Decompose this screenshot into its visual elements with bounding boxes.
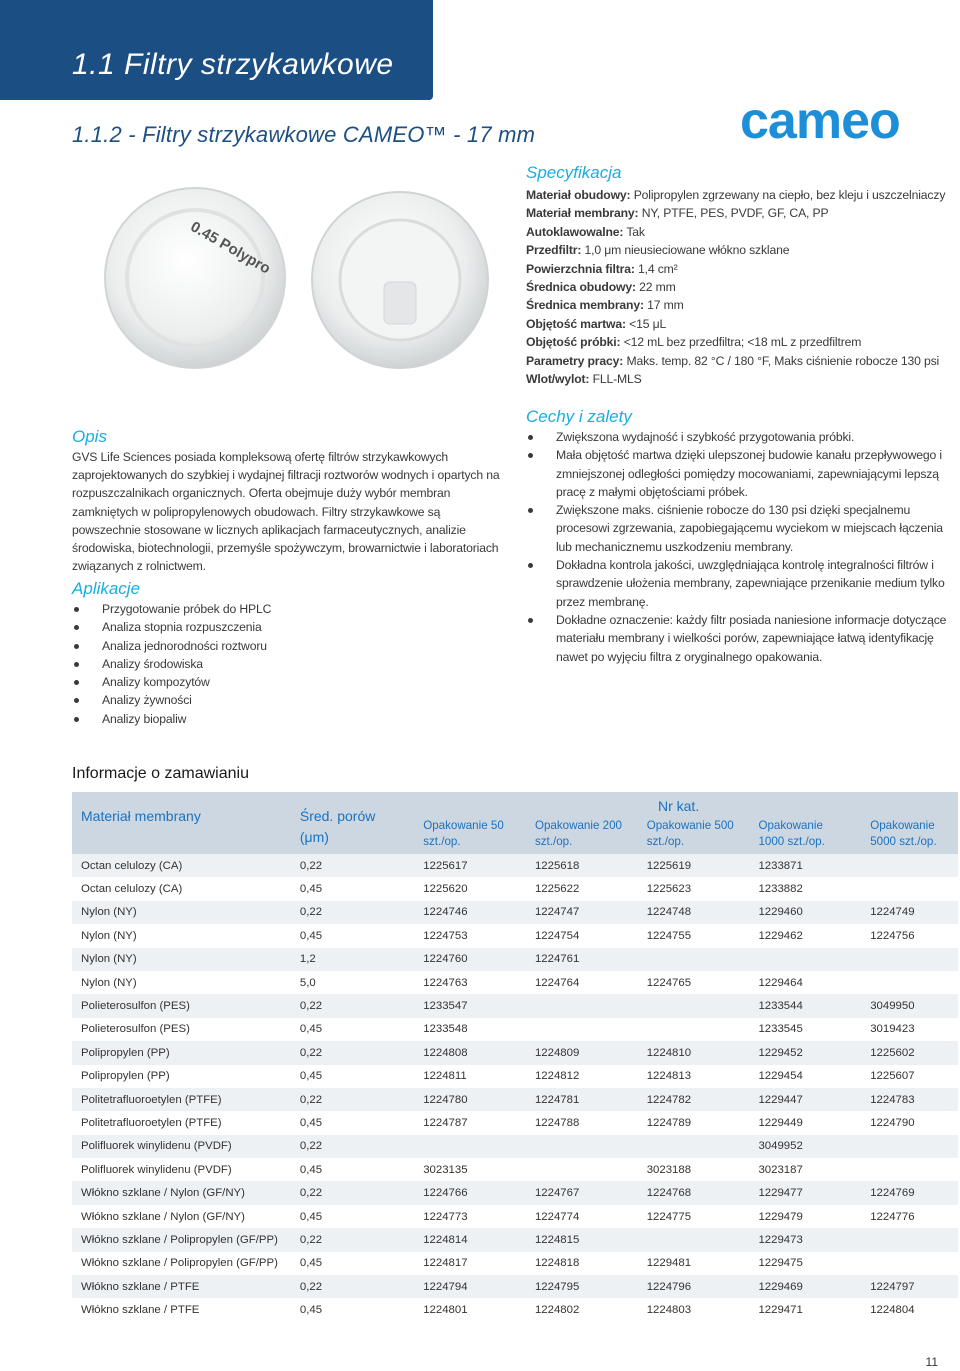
cameo-logo	[740, 98, 956, 146]
spec-label: Parametry pracy:	[526, 353, 624, 368]
table-cell	[511, 1135, 623, 1158]
table-cell	[846, 1158, 958, 1181]
pack-header: Opakowanie 5000 szt./op.	[846, 814, 958, 854]
table-cell: 1225622	[534, 883, 580, 896]
table-cell: 1233545	[758, 1023, 803, 1036]
table-cell: 0,22	[291, 1041, 399, 1064]
table-cell: 1224808	[399, 1041, 511, 1064]
table-cell: Octan celulozy (CA)	[72, 854, 291, 877]
table-cell: 3049950	[846, 994, 958, 1017]
table-cell: Włókno szklane / Polipropylen (GF/PP)	[81, 1257, 278, 1270]
spec-row	[526, 241, 946, 259]
table-cell: Polipropylen (PP)	[72, 1041, 291, 1064]
spec-row	[526, 223, 946, 241]
table-cell: 1224773	[423, 1210, 468, 1223]
table-row	[72, 948, 958, 971]
pack-header: Opakowanie 50 szt./op.	[399, 814, 511, 854]
spec-heading: Specyfikacja	[526, 163, 622, 182]
pack-header: Opakowanie 1000 szt./op.	[734, 814, 846, 854]
aplikacje-list	[72, 600, 512, 728]
table-cell: 0,22	[291, 994, 399, 1017]
table-cell	[846, 948, 958, 971]
list-item: Analizy środowiska	[72, 655, 512, 673]
filter-front-icon	[105, 188, 285, 368]
table-cell: 0,45	[299, 883, 323, 896]
table-cell: 1224797	[846, 1275, 958, 1298]
pack-header: Opakowanie 200 szt./op.	[511, 814, 623, 854]
table-row	[72, 1205, 958, 1228]
table-cell: 1224781	[511, 1088, 623, 1111]
table-cell: 1224794	[399, 1275, 511, 1298]
table-cell: 0,22	[291, 1088, 399, 1111]
table-row	[72, 1158, 958, 1181]
table-cell: 1233547	[399, 994, 511, 1017]
list-item: Przygotowanie próbek do HPLC	[72, 600, 512, 618]
table-cell: 1224766	[399, 1181, 511, 1204]
spec-label: Powierzchnia filtra:	[526, 261, 635, 276]
table-cell: 1229481	[646, 1257, 692, 1270]
list-item: Analizy biopaliw	[72, 710, 512, 728]
list-item: Dokładna kontrola jakości, uwzględniająca kontrolę integralności filtrów i sprawdzenie ułożenia membrany, zapewniające przenikanie medium tylko przez membranę.	[526, 556, 956, 611]
table-row	[72, 1111, 958, 1134]
table-cell: Nylon (NY)	[72, 948, 291, 971]
table-cell: 1224809	[511, 1041, 623, 1064]
table-cell: Polipropylen (PP)	[81, 1070, 170, 1083]
table-cell	[623, 994, 735, 1017]
table-cell	[734, 948, 846, 971]
table-cell: 1225623	[646, 883, 692, 896]
table-cell	[511, 1018, 623, 1041]
table-cell: 1225619	[623, 854, 735, 877]
table-cell: 1224801	[423, 1304, 468, 1317]
table-cell: Polifluorek winylidenu (PVDF)	[81, 1163, 232, 1176]
spec-value: Tak	[626, 224, 645, 239]
filter-label: 0.45 Polypro	[187, 218, 274, 278]
table-cell: 0,45	[299, 1116, 323, 1129]
table-cell: 1229479	[758, 1210, 803, 1223]
table-cell: 1229464	[758, 976, 803, 989]
table-cell: Nylon (NY)	[81, 976, 137, 989]
table-row	[72, 877, 958, 900]
table-cell: 1224804	[870, 1304, 915, 1317]
table-cell: Polieterosulfon (PES)	[72, 994, 291, 1017]
table-cell: Włókno szklane / PTFE	[72, 1275, 291, 1298]
aplikacje-heading: Aplikacje	[72, 579, 141, 598]
table-cell: 0,45	[299, 1023, 323, 1036]
spec-label: Średnica membrany:	[526, 298, 644, 313]
table-cell: 1224765	[646, 976, 692, 989]
spec-row	[526, 333, 946, 351]
order-table	[72, 792, 958, 1322]
table-cell: 1229462	[758, 929, 803, 942]
table-row	[72, 1018, 958, 1041]
spec-value: 1,4 cm²	[638, 261, 678, 276]
table-row	[72, 924, 958, 947]
table-cell: 0,22	[291, 1135, 399, 1158]
table-cell: 1224817	[423, 1257, 468, 1270]
table-cell: 3023187	[758, 1163, 803, 1176]
table-cell: 1224790	[870, 1116, 915, 1129]
table-cell	[846, 971, 958, 994]
table-cell: 1225602	[846, 1041, 958, 1064]
table-cell: 0,45	[299, 1210, 323, 1223]
filter-nozzle-icon	[384, 282, 416, 324]
table-cell: 1224763	[423, 976, 468, 989]
table-row	[72, 1135, 958, 1158]
table-cell: 1224796	[623, 1275, 735, 1298]
table-row	[72, 1088, 958, 1111]
table-cell: 1224780	[399, 1088, 511, 1111]
table-cell: Nylon (NY)	[72, 901, 291, 924]
table-cell	[846, 877, 958, 900]
table-cell: 1224783	[846, 1088, 958, 1111]
table-cell: 1224755	[646, 929, 692, 942]
spec-row	[526, 186, 946, 204]
table-cell: 1224775	[646, 1210, 692, 1223]
table-cell: 1225617	[399, 854, 511, 877]
spec-label: Materiał membrany:	[526, 206, 639, 221]
list-item: Zwiększona wydajność i szybkość przygotowania próbki.	[526, 428, 956, 446]
spec-row	[526, 296, 946, 314]
table-cell: Octan celulozy (CA)	[81, 883, 183, 896]
table-cell: 1229460	[734, 901, 846, 924]
table-cell: 0,22	[291, 1181, 399, 1204]
page-title: 1.1 Filtry strzykawkowe	[72, 48, 394, 81]
table-cell: 1224814	[399, 1228, 511, 1251]
table-cell	[623, 948, 735, 971]
table-row	[72, 994, 958, 1017]
table-cell: 1224761	[511, 948, 623, 971]
table-cell: 1229447	[734, 1088, 846, 1111]
table-cell	[511, 1158, 623, 1181]
table-cell: 5,0	[299, 976, 316, 989]
table-cell: 1224815	[511, 1228, 623, 1251]
spec-row	[526, 278, 946, 296]
table-cell: 1224747	[511, 901, 623, 924]
spec-value: Polipropylen zgrzewany na ciepło, bez kleju i uszczelniaczy	[633, 188, 946, 202]
table-cell: 1233871	[734, 854, 846, 877]
table-cell	[623, 1018, 735, 1041]
table-row	[72, 1065, 958, 1088]
table-cell: 3049952	[734, 1135, 846, 1158]
list-item: Zwiększone maks. ciśnienie robocze do 130 psi dzięki specjalnemu procesowi zgrzewania, zapobiegającemu wyciekom w miejscach łączenia lub mechanicznemu uszkodzeniu membrany.	[526, 501, 956, 556]
table-cell: Nylon (NY)	[81, 929, 137, 942]
spec-label: Wlot/wylot:	[526, 372, 590, 387]
table-row	[72, 1275, 958, 1298]
table-cell: 1225620	[423, 883, 468, 896]
spec-label: Materiał obudowy:	[526, 188, 631, 202]
table-cell: 1224788	[534, 1116, 580, 1129]
list-item: Analiza jednorodności roztworu	[72, 637, 512, 655]
spec-value: <15 μL	[629, 316, 667, 331]
spec-label: Średnica obudowy:	[526, 280, 636, 295]
table-cell: 0,22	[291, 1275, 399, 1298]
table-cell	[846, 854, 958, 877]
table-cell: 1224787	[423, 1116, 468, 1129]
table-cell: Włókno szklane / Nylon (GF/NY)	[72, 1181, 291, 1204]
table-row	[72, 1181, 958, 1204]
list-item: Analizy kompozytów	[72, 673, 512, 691]
table-cell: 1224749	[846, 901, 958, 924]
table-cell: 1224776	[870, 1210, 915, 1223]
table-cell: 1224810	[623, 1041, 735, 1064]
table-row	[72, 971, 958, 994]
spec-value: 17 mm	[647, 298, 684, 313]
table-cell: 1224760	[399, 948, 511, 971]
spec-value: 1,0 μm nieusieciowane włókno szklane	[584, 243, 790, 258]
pack-header: Opakowanie 500 szt./op.	[623, 814, 735, 854]
spec-label: Objętość martwa:	[526, 316, 626, 331]
spec-list	[526, 186, 946, 388]
table-cell: 1224795	[511, 1275, 623, 1298]
table-cell: 1229475	[758, 1257, 803, 1270]
table-cell: 1224746	[399, 901, 511, 924]
table-cell: Polifluorek winylidenu (PVDF)	[72, 1135, 291, 1158]
table-cell	[846, 1252, 958, 1275]
table-row	[72, 1298, 958, 1321]
table-cell: 3023188	[646, 1163, 692, 1176]
table-cell: 3023135	[423, 1163, 468, 1176]
table-cell: 0,22	[291, 901, 399, 924]
table-cell	[399, 1135, 511, 1158]
opis-heading: Opis	[72, 427, 107, 446]
table-cell: 0,45	[299, 1163, 323, 1176]
table-cell: 1224818	[534, 1257, 580, 1270]
page-number: 11	[925, 1355, 938, 1369]
table-row	[72, 1041, 958, 1064]
table-cell: 1229469	[734, 1275, 846, 1298]
table-row	[72, 1252, 958, 1275]
spec-label: Przedfiltr:	[526, 243, 582, 258]
table-cell: 1229477	[734, 1181, 846, 1204]
cechy-heading: Cechy i zalety	[526, 407, 632, 426]
table-cell: 1224768	[623, 1181, 735, 1204]
table-row	[72, 1228, 958, 1251]
table-cell: 1,2	[291, 948, 399, 971]
table-row	[72, 854, 958, 877]
table-cell: 1229454	[758, 1070, 803, 1083]
spec-row	[526, 204, 946, 222]
logo-text: cameo	[740, 98, 900, 146]
list-item: Analiza stopnia rozpuszczenia	[72, 618, 512, 636]
table-cell: 1224753	[423, 929, 468, 942]
table-cell: Polieterosulfon (PES)	[81, 1023, 190, 1036]
table-cell: 1225618	[511, 854, 623, 877]
spec-row	[526, 260, 946, 278]
table-cell: 1224748	[623, 901, 735, 924]
table-cell: 1229449	[758, 1116, 803, 1129]
section-subtitle: 1.1.2 - Filtry strzykawkowe CAMEO™ - 17 mm	[72, 122, 536, 147]
table-cell: Włókno szklane / Polipropylen (GF/PP)	[72, 1228, 291, 1251]
list-item: Analizy żywności	[72, 691, 512, 709]
table-cell: 1229471	[758, 1304, 803, 1317]
table-cell: 0,45	[299, 1070, 323, 1083]
spec-row	[526, 352, 946, 370]
spec-row	[526, 315, 946, 333]
table-cell: 1233548	[423, 1023, 468, 1036]
order-heading: Informacje o zamawianiu	[72, 765, 249, 782]
table-cell: 1224769	[846, 1181, 958, 1204]
table-cell: 1224789	[646, 1116, 692, 1129]
table-cell: Politetrafluoroetylen (PTFE)	[72, 1088, 291, 1111]
table-cell: 1233882	[758, 883, 803, 896]
opis-text: GVS Life Sciences posiada kompleksową ofertę filtrów strzykawkowych zaprojektowanych do szybkiej i wydajnej filtracji roztworów wodnych i opartych na rozpuszczalnikach organicznych. Oferta obejmuje duży wybór membran zamkniętych w polipropylenowych obudowach. Filtry strzykawkowe są powszechnie stosowane w licznych aplikacjach farmaceutycznych, analizie środowiska, biotechnologii, przemyśle spożywczym, browarnictwie i laboratoriach związanych z rolnictwem.	[72, 450, 500, 574]
table-cell: 1224802	[534, 1304, 580, 1317]
table-cell: 1225607	[870, 1070, 915, 1083]
table-cell: 0,22	[291, 1228, 399, 1251]
spec-value: NY, PTFE, PES, PVDF, GF, CA, PP	[641, 206, 829, 221]
nr-kat-header: Nr kat.	[399, 792, 958, 814]
spec-value: FLL-MLS	[592, 372, 642, 387]
table-cell: 0,45	[299, 1257, 323, 1270]
table-cell	[846, 1135, 958, 1158]
table-cell: 1224774	[534, 1210, 580, 1223]
table-cell: 1224812	[534, 1070, 580, 1083]
product-photo	[100, 170, 510, 380]
spec-value: <12 mL bez przedfiltra; <18 mL z przedfiltrem	[623, 335, 862, 350]
table-cell: 1224756	[870, 929, 915, 942]
table-cell: 1224764	[534, 976, 580, 989]
table-cell: 0,22	[291, 854, 399, 877]
table-cell: 1224811	[423, 1070, 467, 1083]
table-row	[72, 901, 958, 924]
table-cell: 1224813	[646, 1070, 692, 1083]
table-cell: 3019423	[870, 1023, 915, 1036]
table-cell: 0,45	[299, 1304, 323, 1317]
spec-label: Objętość próbki:	[526, 335, 621, 350]
table-cell: 1224803	[646, 1304, 692, 1317]
spec-value: Maks. temp. 82 °C / 180 °F, Maks ciśnienie robocze 130 psi	[626, 353, 940, 368]
table-cell: 1233544	[734, 994, 846, 1017]
cechy-list	[526, 428, 956, 666]
table-cell: 1224782	[623, 1088, 735, 1111]
table-cell: 1224767	[511, 1181, 623, 1204]
table-cell: 0,45	[299, 929, 323, 942]
table-cell	[511, 994, 623, 1017]
table-cell: Włókno szklane / Nylon (GF/NY)	[81, 1210, 245, 1223]
table-cell	[623, 1228, 735, 1251]
list-item: Dokładne oznaczenie: każdy filtr posiada naniesione informacje dotyczące materiału membrany i wielkości porów, zapewniające łatwą identyfikację nawet po wyjęciu filtra z oryginalnego opakowania.	[526, 611, 956, 666]
col-pore-header: Śred. porów (μm)	[291, 792, 399, 854]
spec-value: 22 mm	[639, 280, 676, 295]
list-item: Mała objętość martwa dzięki ulepszonej budowie kanału przepływowego i zmniejszonej odległości pomiędzy mocowaniami, zapewniającymi lepszą pracę z małymi objętościami próbek.	[526, 446, 956, 501]
table-cell	[623, 1135, 735, 1158]
table-cell: 1229473	[734, 1228, 846, 1251]
spec-label: Autoklawowalne:	[526, 224, 624, 239]
table-cell: 1229452	[734, 1041, 846, 1064]
table-cell: 1224754	[534, 929, 580, 942]
table-cell: Włókno szklane / PTFE	[81, 1304, 200, 1317]
table-cell	[846, 1228, 958, 1251]
col-material-header: Materiał membrany	[72, 792, 291, 854]
spec-row	[526, 370, 946, 388]
table-cell: Politetrafluoroetylen (PTFE)	[81, 1116, 222, 1129]
